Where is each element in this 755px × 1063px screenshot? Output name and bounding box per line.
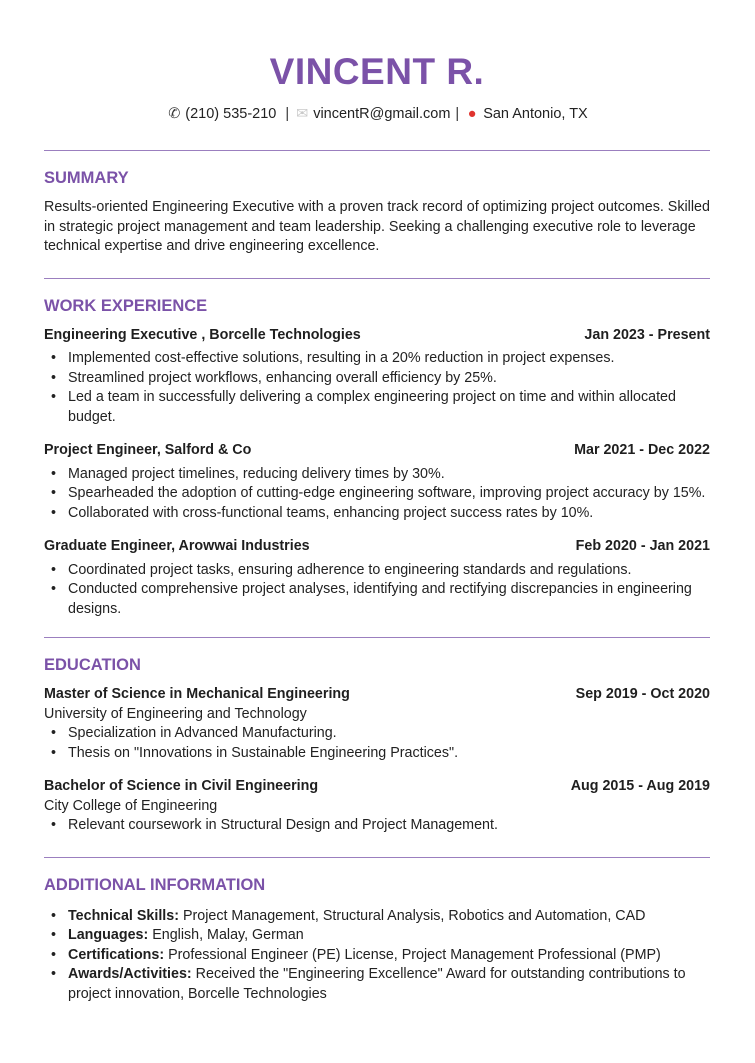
separator: | bbox=[455, 106, 460, 122]
job-title: Engineering Executive , Borcelle Technologies bbox=[44, 326, 361, 343]
job-entry bbox=[44, 326, 710, 428]
degree-dates: Sep 2019 - Oct 2020 bbox=[575, 686, 710, 702]
divider bbox=[44, 150, 710, 151]
degree-title: Master of Science in Mechanical Engineering bbox=[44, 686, 350, 702]
location: San Antonio, TX bbox=[483, 106, 588, 122]
list-item: • Spearheaded the adoption of cutting-edge engineering software, improving project accuracy by 15%. bbox=[68, 484, 710, 504]
job-title: Project Engineer, Salford & Co bbox=[44, 442, 252, 458]
section-title-additional-information: ADDITIONAL INFORMATION bbox=[44, 875, 266, 894]
work-experience-section bbox=[44, 296, 710, 620]
job-dates: Feb 2020 - Jan 2021 bbox=[575, 538, 710, 554]
list-item: • Led a team in successfully delivering a complex engineering project on time and within allocated budget. bbox=[68, 388, 710, 427]
list-item: • Relevant coursework in Structural Design and Project Management. bbox=[68, 816, 710, 836]
degree-title: Bachelor of Science in Civil Engineering bbox=[44, 778, 319, 794]
list-item bbox=[68, 946, 710, 966]
item-label: Certifications: bbox=[68, 946, 165, 963]
item-text: English, Malay, German bbox=[148, 927, 304, 943]
list-item: • Managed project timelines, reducing delivery times by 30%. bbox=[68, 465, 710, 485]
phone-icon: ✆ bbox=[168, 106, 181, 122]
job-entry bbox=[44, 441, 710, 523]
education-entry bbox=[44, 685, 710, 763]
summary-section bbox=[44, 168, 710, 257]
section-title-work-experience: WORK EXPERIENCE bbox=[44, 296, 208, 315]
job-entry bbox=[44, 537, 710, 619]
education-section bbox=[44, 655, 710, 836]
email-address[interactable]: vincentR@gmail.com bbox=[313, 106, 451, 122]
section-title-summary: SUMMARY bbox=[44, 169, 129, 187]
list-item: • Implemented cost-effective solutions, resulting in a 20% reduction in project expenses. bbox=[68, 349, 710, 369]
item-text: Received the "Engineering Excellence" Award for outstanding contributions to project innovation, Borcelle Technologies bbox=[68, 966, 686, 1002]
education-entry bbox=[44, 777, 710, 836]
school-name: City College of Engineering bbox=[44, 797, 218, 814]
degree-dates: Aug 2015 - Aug 2019 bbox=[570, 778, 710, 794]
list-item bbox=[68, 926, 710, 946]
list-item: • Collaborated with cross-functional teams, enhancing project success rates by 10%. bbox=[68, 504, 710, 524]
map-pin-icon: ● bbox=[467, 106, 477, 122]
item-label: Languages: bbox=[68, 927, 149, 943]
list-item: • Conducted comprehensive project analyses, identifying and rectifying discrepancies in engineering designs. bbox=[68, 580, 710, 619]
separator: | bbox=[285, 106, 290, 122]
section-title-education: EDUCATION bbox=[44, 656, 141, 674]
phone-number: (210) 535-210 bbox=[185, 106, 277, 122]
envelope-icon: ✉ bbox=[296, 106, 309, 122]
divider bbox=[44, 278, 710, 279]
resume-page bbox=[44, 0, 710, 1004]
item-text: Project Management, Structural Analysis, Robotics and Automation, CAD bbox=[178, 907, 646, 924]
additional-information-section bbox=[44, 875, 710, 1005]
divider bbox=[44, 857, 710, 858]
job-dates: Jan 2023 - Present bbox=[584, 326, 710, 343]
school-name: University of Engineering and Technology bbox=[44, 705, 307, 722]
list-item bbox=[68, 965, 710, 1004]
job-title: Graduate Engineer, Arowwai Industries bbox=[44, 538, 310, 554]
summary-text: Results-oriented Engineering Executive with a proven track record of optimizing project outcomes. Skilled in strategic project management and team leadership. Seeking a challenging executive role to leverage technical expertise and drive engineering excellence. bbox=[44, 199, 710, 254]
list-item: • Coordinated project tasks, ensuring adherence to engineering standards and regulations. bbox=[68, 561, 710, 581]
contact-line bbox=[44, 104, 710, 124]
list-item bbox=[68, 907, 710, 927]
candidate-name: VINCENT R. bbox=[269, 51, 485, 92]
job-dates: Mar 2021 - Dec 2022 bbox=[574, 442, 710, 458]
list-item: • Specialization in Advanced Manufacturing. bbox=[68, 724, 710, 744]
list-item: • Streamlined project workflows, enhancing overall efficiency by 25%. bbox=[68, 369, 710, 389]
divider bbox=[44, 637, 710, 638]
list-item: • Thesis on "Innovations in Sustainable Engineering Practices". bbox=[68, 744, 710, 764]
item-text: Professional Engineer (PE) License, Project Management Professional (PMP) bbox=[164, 946, 661, 963]
item-label: Awards/Activities: bbox=[68, 966, 192, 982]
item-label: Technical Skills: bbox=[68, 907, 179, 924]
